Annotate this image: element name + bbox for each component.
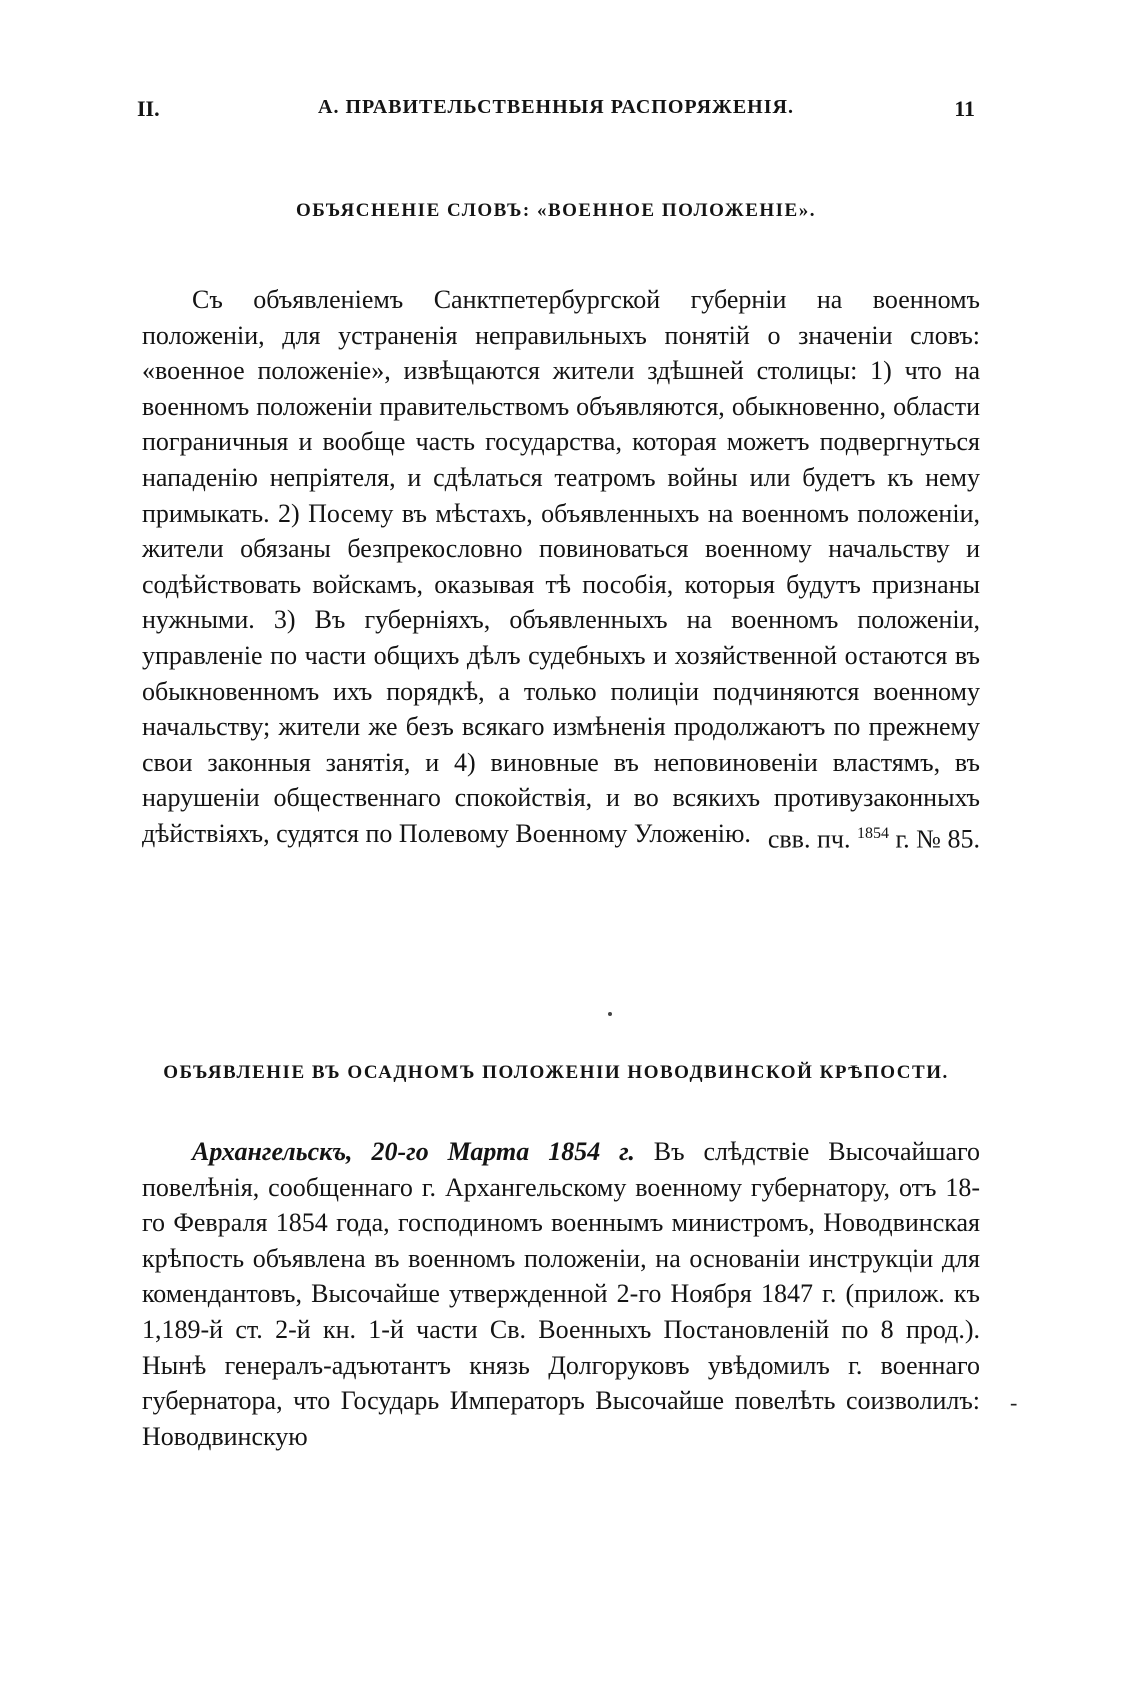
section1-body xyxy=(142,282,980,857)
section-title: А. ПРАВИТЕЛЬСТВЕННЫЯ РАСПОРЯЖЕНІЯ. xyxy=(318,96,794,118)
source-prefix: свв. пч. xyxy=(767,824,851,854)
section1-text: Съ объявленіемъ Санктпетербургской губерніи на военномъ положеніи, для устраненія неправильныхъ понятій о значеніи словъ: «военное положеніе», извѣщаются жители здѣшней столицы: 1) что на военномъ положеніи правительствомъ объявляются, обыкновенно, области пограничныя и вообще часть государства, которая можетъ подвергнуться нападенію непріятеля, и сдѣлаться театромъ войны или будетъ къ нему примыкать. 2) Посему въ мѣстахъ, объявленныхъ на военномъ положеніи, жители обязаны безпрекословно повиноваться военному начальству и содѣйствовать войскамъ, оказывая тѣ пособія, которыя будутъ признаны нужными. 3) Въ губерніяхъ, объявленныхъ на военномъ положеніи, управленіе по части общихъ дѣлъ судебныхъ и хозяйственной остаются въ обыкновенномъ ихъ порядкѣ, а только полиціи подчиняются военному начальству; жители же безъ всякаго измѣненія продолжаютъ по прежнему свои законныя занятія, и 4) виновные въ неповиновеніи властямъ, въ нарушеніи общественнаго спокойствія, и во всякихъ противузаконныхъ дѣйствіяхъ, судятся по Полевому Военному Уложенію. xyxy=(142,285,980,848)
section2-body xyxy=(142,1134,980,1454)
source-suffix: г. № 85. xyxy=(895,824,980,854)
margin-mark: - xyxy=(1010,1390,1018,1415)
section1-heading: ОБЪЯСНЕНІЕ СЛОВЪ: «ВОЕННОЕ ПОЛОЖЕНІЕ». xyxy=(296,200,816,221)
section2-lead: Архангельскъ, 20-го Марта 1854 г. xyxy=(192,1137,635,1166)
page-number: 11 xyxy=(954,96,975,121)
section1-source xyxy=(768,816,980,857)
section2-heading: ОБЪЯВЛЕНІЕ ВЪ ОСАДНОМЪ ПОЛОЖЕНІИ НОВОДВИНСКОЙ КРѢПОСТИ. xyxy=(163,1062,949,1083)
running-head xyxy=(137,88,975,128)
chapter-number: II. xyxy=(137,96,160,121)
source-year: 1854 xyxy=(856,824,889,842)
divider-dot xyxy=(608,1012,612,1016)
section2-text: Въ слѣдствіе Высочайшаго повелѣнія, сообщеннаго г. Архангельскому военному губернатору, отъ 18-го Февраля 1854 года, господиномъ военнымъ министромъ, Новодвинская крѣпость объявлена въ военномъ положеніи, на основаніи инструкціи для комендантовъ, Высочайше утвержденной 2-го Ноября 1847 г. (прилож. къ 1,189-й ст. 2-й кн. 1-й части Св. Военныхъ Постановленій по 8 прод.). Нынѣ генералъ-адъютантъ князь Долгоруковъ увѣдомилъ г. военнаго губернатора, что Государь Императоръ Высочайше повелѣть соизволилъ: Новодвинскую xyxy=(142,1137,981,1451)
